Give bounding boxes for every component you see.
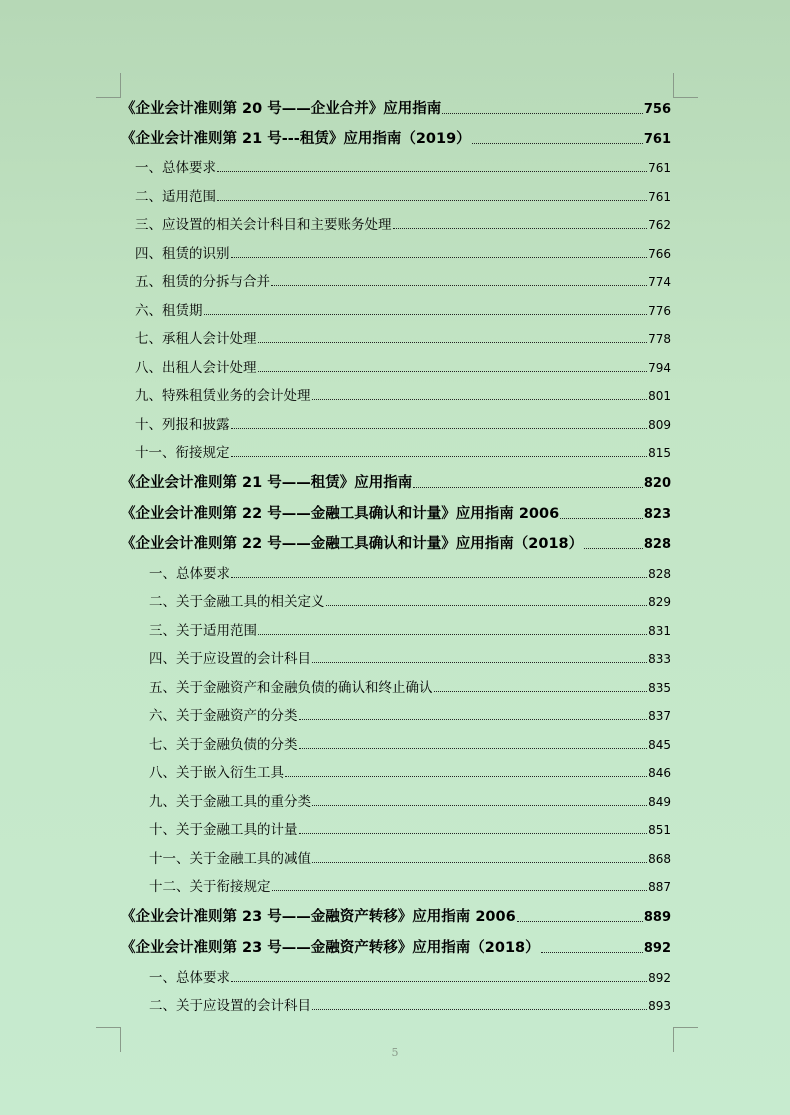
- toc-section-entry[interactable]: [135, 327, 671, 347]
- toc-entry-title: 六、关于金融资产的分类: [149, 708, 298, 724]
- toc-chapter-entry[interactable]: [121, 905, 671, 926]
- toc-entry-page: 892: [643, 941, 671, 956]
- toc-entry-page: 761: [648, 161, 671, 175]
- toc-entry-page: 774: [648, 275, 671, 289]
- toc-leader-dots: [413, 487, 643, 488]
- toc-leader-dots: [299, 748, 648, 749]
- toc-chapter-entry[interactable]: [121, 502, 671, 523]
- toc-entry-page: 766: [648, 247, 671, 261]
- toc-entry-page: 831: [648, 624, 671, 638]
- toc-entry-page: 845: [648, 738, 671, 752]
- toc-leader-dots: [285, 776, 647, 777]
- toc-leader-dots: [258, 342, 648, 343]
- toc-section-entry[interactable]: [149, 818, 671, 838]
- toc-section-entry[interactable]: [149, 619, 671, 639]
- toc-entry-page: 835: [648, 681, 671, 695]
- toc-leader-dots: [312, 399, 648, 400]
- toc-entry-title: 九、特殊租赁业务的会计处理: [135, 388, 311, 404]
- toc-entry-title: 十二、关于衔接规定: [149, 879, 271, 895]
- toc-entry-title: 《企业会计准则第 21 号---租赁》应用指南（2019）: [121, 131, 471, 147]
- toc-entry-page: 851: [648, 823, 671, 837]
- toc-entry-page: 887: [648, 880, 671, 894]
- toc-leader-dots: [560, 518, 643, 519]
- toc-entry-page: 846: [648, 766, 671, 780]
- toc-leader-dots: [258, 371, 648, 372]
- toc-entry-title: 五、关于金融资产和金融负债的确认和终止确认: [149, 680, 433, 696]
- toc-section-entry[interactable]: [149, 847, 671, 867]
- toc-leader-dots: [326, 605, 648, 606]
- toc-leader-dots: [442, 113, 643, 114]
- toc-chapter-entry[interactable]: [121, 127, 671, 148]
- toc-entry-title: 八、关于嵌入衍生工具: [149, 765, 284, 781]
- toc-leader-dots: [434, 691, 648, 692]
- toc-entry-page: 820: [643, 476, 671, 491]
- toc-leader-dots: [217, 171, 647, 172]
- toc-section-entry[interactable]: [135, 213, 671, 233]
- toc-entry-page: 756: [643, 102, 671, 117]
- toc-entry-page: 837: [648, 709, 671, 723]
- toc-leader-dots: [271, 285, 647, 286]
- toc-section-entry[interactable]: [135, 356, 671, 376]
- toc-section-entry[interactable]: [149, 994, 671, 1014]
- toc-entry-page: 828: [648, 567, 671, 581]
- toc-leader-dots: [312, 805, 647, 806]
- toc-entry-title: 《企业会计准则第 23 号——金融资产转移》应用指南 2006: [121, 909, 516, 925]
- toc-leader-dots: [272, 890, 648, 891]
- toc-chapter-entry[interactable]: [121, 532, 671, 553]
- toc-section-entry[interactable]: [149, 761, 671, 781]
- toc-entry-title: 《企业会计准则第 23 号——金融资产转移》应用指南（2018）: [121, 940, 540, 956]
- toc-entry-title: 十、关于金融工具的计量: [149, 822, 298, 838]
- toc-leader-dots: [393, 228, 648, 229]
- toc-entry-page: 868: [648, 852, 671, 866]
- toc-leader-dots: [312, 862, 647, 863]
- toc-entry-title: 九、关于金融工具的重分类: [149, 794, 311, 810]
- toc-entry-page: 829: [648, 595, 671, 609]
- toc-entry-title: 二、关于应设置的会计科目: [149, 998, 311, 1014]
- toc-entry-title: 二、关于金融工具的相关定义: [149, 594, 325, 610]
- toc-leader-dots: [299, 719, 648, 720]
- toc-leader-dots: [231, 257, 648, 258]
- toc-section-entry[interactable]: [135, 441, 671, 461]
- toc-section-entry[interactable]: [135, 413, 671, 433]
- toc-entry-title: 二、适用范围: [135, 189, 216, 205]
- toc-entry-page: 849: [648, 795, 671, 809]
- page-number: 5: [391, 1046, 399, 1059]
- toc-section-entry[interactable]: [149, 733, 671, 753]
- toc-section-entry[interactable]: [135, 299, 671, 319]
- toc-entry-title: 三、应设置的相关会计科目和主要账务处理: [135, 217, 392, 233]
- toc-leader-dots: [472, 143, 643, 144]
- toc-entry-title: 一、总体要求: [149, 566, 230, 582]
- toc-leader-dots: [299, 833, 648, 834]
- toc-chapter-entry[interactable]: [121, 97, 671, 118]
- toc-entry-title: 六、租赁期: [135, 303, 203, 319]
- toc-entry-title: 三、关于适用范围: [149, 623, 257, 639]
- toc-leader-dots: [231, 577, 647, 578]
- toc-entry-title: 七、关于金融负债的分类: [149, 737, 298, 753]
- toc-entry-page: 892: [648, 971, 671, 985]
- toc-leader-dots: [204, 314, 648, 315]
- toc-section-entry[interactable]: [135, 185, 671, 205]
- toc-leader-dots: [312, 1009, 647, 1010]
- toc-entry-page: 762: [648, 218, 671, 232]
- toc-entry-page: 833: [648, 652, 671, 666]
- toc-entry-page: 778: [648, 332, 671, 346]
- toc-leader-dots: [541, 952, 643, 953]
- corner-mark-top-right: [673, 73, 698, 98]
- toc-entry-page: 823: [643, 507, 671, 522]
- toc-leader-dots: [217, 200, 647, 201]
- toc-leader-dots: [517, 921, 643, 922]
- toc-entry-page: 815: [648, 446, 671, 460]
- toc-entry-title: 四、租赁的识别: [135, 246, 230, 262]
- toc-section-entry[interactable]: [135, 270, 671, 290]
- toc-entry-title: 《企业会计准则第 22 号——金融工具确认和计量》应用指南 2006: [121, 506, 560, 522]
- toc-section-entry[interactable]: [135, 242, 671, 262]
- toc-section-entry[interactable]: [149, 790, 671, 810]
- toc-entry-title: 八、出租人会计处理: [135, 360, 257, 376]
- toc-section-entry[interactable]: [135, 156, 671, 176]
- toc-section-entry[interactable]: [149, 704, 671, 724]
- toc-entry-title: 五、租赁的分拆与合并: [135, 274, 270, 290]
- toc-section-entry[interactable]: [149, 647, 671, 667]
- toc-entry-title: 一、总体要求: [149, 970, 230, 986]
- toc-entry-title: 《企业会计准则第 22 号——金融工具确认和计量》应用指南（2018）: [121, 536, 584, 552]
- toc-leader-dots: [312, 662, 647, 663]
- toc-chapter-entry[interactable]: [121, 471, 671, 492]
- toc-entry-page: 828: [643, 537, 671, 552]
- toc-entry-page: 889: [643, 910, 671, 925]
- toc-section-entry[interactable]: [149, 562, 671, 582]
- toc-entry-title: 十一、衔接规定: [135, 445, 230, 461]
- toc-chapter-entry[interactable]: [121, 936, 671, 957]
- toc-leader-dots: [231, 456, 648, 457]
- toc-entry-title: 四、关于应设置的会计科目: [149, 651, 311, 667]
- toc-entry-title: 十、列报和披露: [135, 417, 230, 433]
- toc-entry-title: 七、承租人会计处理: [135, 331, 257, 347]
- toc-entry-page: 776: [648, 304, 671, 318]
- toc-section-entry[interactable]: [149, 966, 671, 986]
- toc-entry-page: 761: [643, 132, 671, 147]
- corner-mark-top-left: [96, 73, 121, 98]
- toc-entry-page: 801: [648, 389, 671, 403]
- toc-entry-title: 《企业会计准则第 21 号——租赁》应用指南: [121, 475, 413, 491]
- toc-section-entry[interactable]: [149, 875, 671, 895]
- toc-section-entry[interactable]: [149, 676, 671, 696]
- toc-leader-dots: [231, 981, 647, 982]
- toc-entry-title: 《企业会计准则第 20 号——企业合并》应用指南: [121, 101, 442, 117]
- toc-entry-title: 十一、关于金融工具的减值: [149, 851, 311, 867]
- toc-leader-dots: [258, 634, 647, 635]
- toc-entry-page: 761: [648, 190, 671, 204]
- toc-section-entry[interactable]: [135, 384, 671, 404]
- toc-entry-title: 一、总体要求: [135, 160, 216, 176]
- toc-section-entry[interactable]: [149, 590, 671, 610]
- toc-leader-dots: [584, 548, 643, 549]
- toc-entry-page: 794: [648, 361, 671, 375]
- toc-entry-page: 809: [648, 418, 671, 432]
- toc-leader-dots: [231, 428, 648, 429]
- toc-entry-page: 893: [648, 999, 671, 1013]
